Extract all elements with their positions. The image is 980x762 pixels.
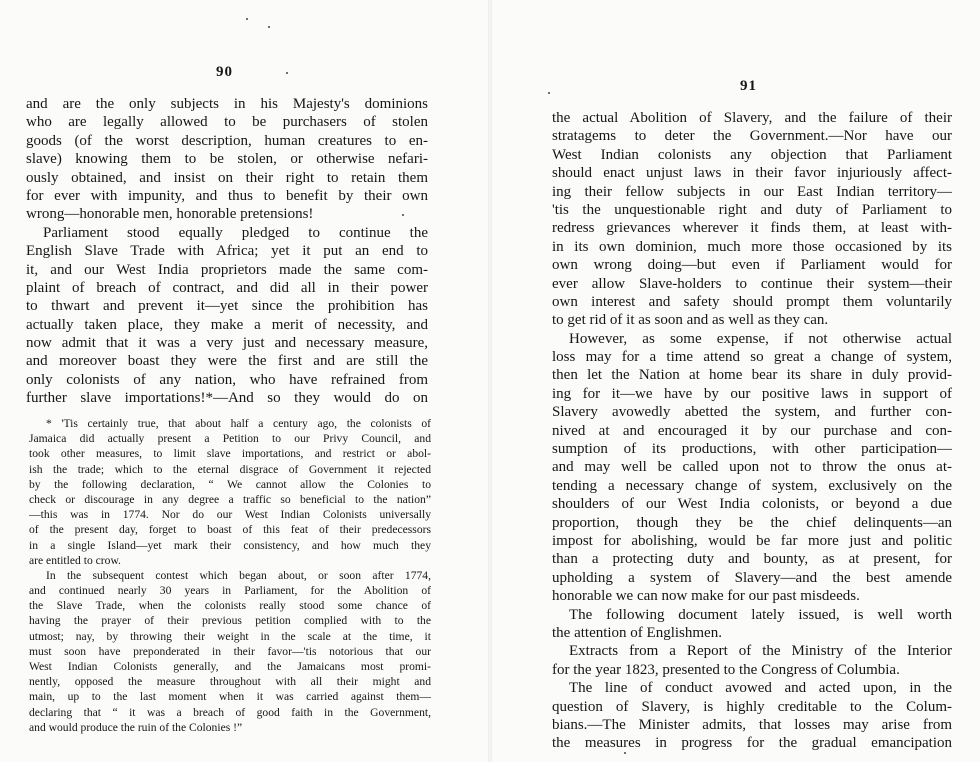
text-line: The line of conduct avowed and acted upon, in the (569, 680, 952, 697)
text-line: * 'Tis certainly true, that about half a century ago, the colonists of (46, 417, 431, 430)
text-line: upholding a system of Slavery—and the best amende (552, 569, 952, 586)
text-line: West Indian Colonists generally, and the Jamaicans most promi- (29, 660, 431, 673)
text-line: the actual Abolition of Slavery, and the failure of their (552, 110, 952, 126)
text-line: to get rid of it as soon and as well as they can. (552, 312, 829, 329)
paper-speck (286, 72, 288, 74)
paper-speck (246, 18, 248, 20)
text-line: ish the trade; which to the eternal disgrace of Government it rejected (29, 462, 431, 476)
text-line: only colonists of any nation, who have refrained from (26, 371, 428, 388)
page-number: 91 (740, 78, 757, 94)
text-line: declaring that “ it was a breach of good faith in the Government, (29, 705, 431, 719)
text-line: In the subsequent contest which began about, or soon after 1774, (46, 568, 431, 582)
text-line: now admit that it was a very just and necessary measure, (26, 335, 428, 352)
right-body-text (552, 109, 952, 753)
text-line: West Indian colonists any objection that Parliament (552, 146, 952, 163)
text-line: and may well be called upon not to throw the onus at- (552, 459, 952, 476)
text-line: in its own dominion, much more those occasioned by its (552, 238, 952, 255)
text-line: actually taken place, they make a merit of necessity, and (26, 316, 428, 333)
text-line: English Slave Trade with Africa; yet it put an end to (26, 243, 428, 260)
text-line: goods (of the worst description, human creatures to en- (26, 132, 428, 149)
text-line: question of Slavery, is highly creditable to the Colum- (552, 698, 952, 715)
text-line: slave) knowing them to be stolen, or otherwise nefari- (26, 151, 428, 168)
text-line: main, up to the last moment when it was carried against them— (29, 690, 431, 704)
text-line: ously obtained, and insist on their right to retain them (26, 169, 428, 186)
text-line: took other measures, to limit slave importations, and restrict or abol- (29, 447, 431, 461)
page-number: 90 (216, 64, 233, 80)
text-line: redress grievances wherever it finds them, at least with- (552, 220, 952, 237)
text-line: in a single Island—yet mark their consistency, and how much they (29, 538, 431, 552)
text-line: and moreover boast they were the first and are still the (26, 353, 428, 370)
footnote (29, 416, 431, 735)
text-line: and are the only subjects in his Majesty's dominions (26, 96, 428, 112)
text-line: are entitled to crow. (29, 553, 121, 567)
text-line: proportion, though they be the chief delinquents—an (552, 514, 952, 531)
text-line: for ever with impunity, and thus to benefit by their own (26, 187, 428, 204)
text-line: shoulders of our West India colonists, or beyond a due (552, 496, 952, 513)
text-line: check or discourage in any degree a traffic so beneficial to the nation” (29, 492, 431, 506)
text-line: and continued nearly 30 years in Parliament, for the Abolition of (29, 584, 431, 598)
text-line: 'tis the unquestionable right and duty of Parliament to (552, 201, 952, 218)
text-line: must soon have preponderated in their favor—'tis notorious that our (29, 644, 431, 658)
text-line: wrong—honorable men, honorable pretensions! (26, 206, 314, 223)
text-line: it, and our West India proprietors made the same com- (26, 261, 428, 278)
text-line: Slavery avowedly abetted the system, and further con- (552, 404, 952, 421)
text-line: ing their fellow subjects in our East Indian territory— (552, 183, 952, 200)
text-line: and would produce the ruin of the Colonies !” (29, 720, 243, 734)
text-line: —this was in 1774. Nor do our West Indian Colonists universally (29, 508, 431, 522)
text-line: who are legally allowed to be purchasers of stolen (26, 114, 428, 131)
text-line: utmost; nay, by throwing their weight in the scale at the time, it (29, 629, 431, 643)
text-line: sumption of its productions, with other participation— (552, 441, 952, 458)
text-line: the Slave Trade, when the colonists really stood some chance of (29, 599, 431, 613)
text-line: ing for it—we have by our positive laws in support of (552, 385, 952, 402)
text-line: nently, opposed the measure throughout with all their might and (29, 675, 431, 689)
right-page (490, 0, 980, 762)
left-body-text (26, 95, 428, 408)
text-line: than a protecting duty and bounty, as at present, for (552, 551, 952, 568)
text-line: ever allow Slave-holders to continue their system—their (552, 275, 952, 292)
text-line: impost for abolishing, would be far more just and politic (552, 532, 952, 549)
text-line: plaint of breach of contract, and did all in their power (26, 279, 428, 296)
text-line: of the present day, forget to boast of this feat of their predecessors (29, 523, 431, 537)
text-line: further slave importations!*—And so they would do on (26, 390, 428, 407)
text-line: the measures in progress for the gradual emancipation (552, 735, 952, 752)
text-line: own interest and safety should prompt them voluntarily (552, 293, 952, 310)
text-line: tending a necessary change of system, exclusively on the (552, 477, 952, 494)
text-line: then let the Nation at home bear its share in duly provid- (552, 367, 952, 384)
paper-speck (624, 752, 626, 754)
text-line: for the year 1823, presented to the Congress of Columbia. (552, 661, 900, 678)
text-line: the attention of Englishmen. (552, 624, 722, 641)
text-line: nived at and encouraged it by our purchase and con- (552, 422, 952, 439)
text-line: stratagems to deter the Government.—Nor have our (552, 128, 952, 145)
text-line: Extracts from a Report of the Ministry of the Interior (569, 643, 952, 660)
text-line: to thwart and prevent it—yet since the prohibition has (26, 298, 428, 315)
text-line: having the prayer of their previous petition complied with to the (29, 614, 431, 628)
text-line: Parliament stood equally pledged to continue the (43, 224, 428, 241)
text-line: Jamaica did actually present a Petition to our Privy Council, and (29, 432, 431, 446)
text-line: The following document lately issued, is well worth (569, 606, 952, 623)
text-line: should enact unjust laws in their favor injuriously affect- (552, 165, 952, 182)
text-line: by the following declaration, “ We cannot allow the Colonies to (29, 477, 431, 491)
text-line: However, as some expense, if not otherwise actual (569, 330, 952, 347)
paper-speck (548, 92, 550, 94)
text-line: loss may for a time attend so great a change of system, (552, 349, 952, 366)
paper-speck (268, 26, 270, 28)
paper-speck (402, 214, 404, 216)
text-line: honorable we can now make for our past misdeeds. (552, 588, 860, 605)
text-line: bians.—The Minister admits, that losses may arise from (552, 716, 952, 733)
text-line: own wrong doing—but even if Parliament would for (552, 257, 952, 274)
